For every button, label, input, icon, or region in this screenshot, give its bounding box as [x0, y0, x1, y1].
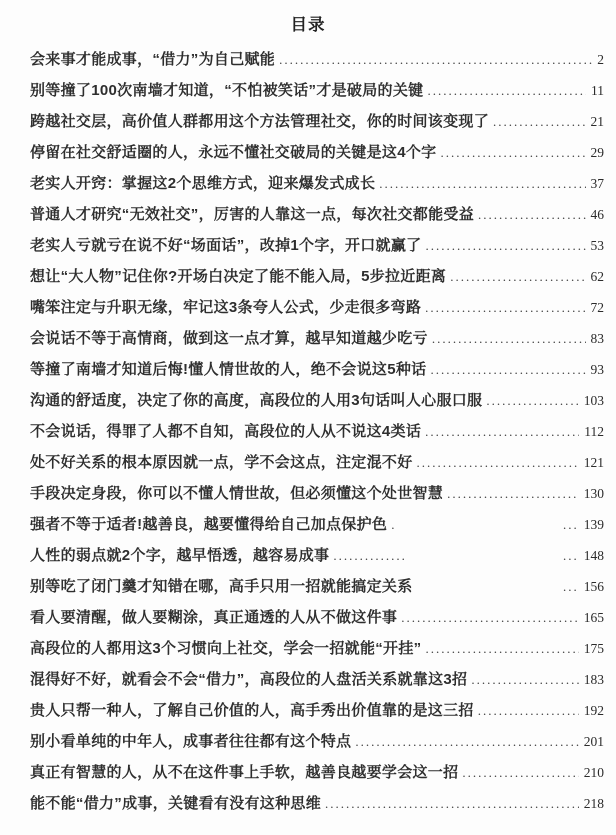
dot-leader [401, 602, 579, 633]
toc-entry-title: 普通人才研究“无效社交”，厉害的人靠这一点，每次社交都能受益 [30, 206, 475, 223]
page-number: 139 [583, 517, 604, 532]
page-number: 62 [590, 269, 604, 284]
dot-leader [425, 292, 585, 323]
dot-leader [493, 106, 585, 137]
toc-entry [30, 323, 604, 354]
page-number: 72 [590, 300, 604, 315]
toc-entry [30, 664, 604, 695]
dot-leader [427, 75, 586, 106]
page-number: 165 [583, 610, 604, 625]
toc-entry-title: 别等吃了闭门羹才知错在哪，高手只用一招就能搞定关系 [30, 578, 413, 595]
dot-leader [355, 726, 578, 757]
page-number: 83 [590, 331, 604, 346]
toc-entry [30, 571, 604, 602]
toc-entry [30, 602, 604, 633]
toc-entry [30, 230, 604, 261]
dot-leader: .............. ... [333, 548, 579, 563]
toc-entry-title: 会说话不等于高情商，做到这一点才算，越早知道越少吃亏 [30, 330, 428, 347]
toc-entry [30, 261, 604, 292]
toc-entry-title: 人性的弱点就2个字，越早悟透，越容易成事 [30, 547, 330, 564]
page-number: 103 [583, 393, 604, 408]
toc-entry-title: 手段决定身段，你可以不懂人情世故，但必须懂这个处世智慧 [30, 485, 444, 502]
toc-entry [30, 354, 604, 385]
toc-entry [30, 137, 604, 168]
toc-list [30, 44, 604, 819]
page-number: 37 [590, 176, 604, 191]
toc-entry-title: 能不能“借力”成事，关键看有没有这种思维 [30, 795, 322, 812]
page-number: 93 [590, 362, 604, 377]
toc-entry [30, 168, 604, 199]
dot-leader [440, 137, 585, 168]
page-number: 156 [583, 579, 604, 594]
toc-entry-title: 会来事才能成事，“借力”为自己赋能 [30, 51, 276, 68]
toc-entry-title: 老实人亏就亏在说不好“场面话”，改掉1个字，开口就赢了 [30, 237, 422, 254]
dot-leader [279, 44, 592, 75]
toc-entry-title: 高段位的人都用这3个习惯向上社交，学会一招就能“开挂” [30, 640, 422, 657]
page-number: 201 [583, 734, 604, 749]
toc-entry-title: 嘴笨注定与升职无缘，牢记这3条夸人公式，少走很多弯路 [30, 299, 422, 316]
toc-entry-title: 别等撞了100次南墙才知道，“不怕被笑话”才是破局的关键 [30, 82, 424, 99]
page-number: 11 [591, 83, 604, 98]
dot-leader [425, 633, 578, 664]
page-number: 21 [590, 114, 604, 129]
dot-leader [379, 168, 585, 199]
page-number: 148 [583, 548, 604, 563]
dot-leader [425, 230, 585, 261]
toc-entry-title: 沟通的舒适度，决定了你的高度，高段位的人用3句话叫人心服口服 [30, 392, 483, 409]
page-number: 183 [583, 672, 604, 687]
dot-leader [462, 757, 578, 788]
toc-entry [30, 44, 604, 75]
page-title: 目录 [290, 16, 326, 34]
toc-entry-title: 混得好不好，就看会不会“借力”，高段位的人盘活关系就靠这3招 [30, 671, 468, 688]
dot-leader [447, 478, 579, 509]
toc-entry-title: 处不好关系的根本原因就一点，学不会这点，注定混不好 [30, 454, 413, 471]
toc-entry [30, 509, 604, 540]
dot-leader [450, 261, 585, 292]
dot-leader: ... [563, 579, 579, 594]
page-number: 218 [583, 796, 604, 811]
page-number: 130 [583, 486, 604, 501]
toc-entry-title: 看人要清醒，做人要糊涂，真正通透的人从不做这件事 [30, 609, 398, 626]
toc-entry [30, 726, 604, 757]
toc-entry-title: 跨越社交层，高价值人群都用这个方法管理社交，你的时间该变现了 [30, 113, 490, 130]
toc-entry-title: 强者不等于适者!越善良，越要懂得给自己加点保护色 [30, 516, 388, 533]
toc-entry-title: 等撞了南墙才知道后悔!懂人情世故的人，绝不会说这5种话 [30, 361, 427, 378]
toc-entry [30, 695, 604, 726]
toc-entry-title: 老实人开窍：掌握这2个思维方式，迎来爆发式成长 [30, 175, 376, 192]
toc-entry-title: 贵人只帮一种人，了解自己价值的人，高手秀出价值靠的是这三招 [30, 702, 474, 719]
toc-entry-title: 不会说话，得罪了人都不自知，高段位的人从不说这4类话 [30, 423, 422, 440]
dot-leader: . ... [391, 517, 579, 532]
toc-entry [30, 75, 604, 106]
toc-entry [30, 478, 604, 509]
toc-entry [30, 447, 604, 478]
toc-entry [30, 757, 604, 788]
page-number: 2 [597, 52, 604, 67]
toc-entry [30, 385, 604, 416]
toc-entry [30, 540, 604, 571]
toc-entry [30, 106, 604, 137]
toc-entry-title: 真正有智慧的人，从不在这件事上手软，越善良越要学会这一招 [30, 764, 459, 781]
toc-entry [30, 788, 604, 819]
page-number: 210 [583, 765, 604, 780]
dot-leader [417, 447, 579, 478]
toc-entry-title: 想让“大人物”记住你?开场白决定了能不能入局，5步拉近距离 [30, 268, 447, 285]
page-number: 29 [590, 145, 604, 160]
dot-leader [478, 199, 585, 230]
dot-leader [486, 385, 578, 416]
toc-entry-title: 停留在社交舒适圈的人，永远不懂社交破局的关键是这4个字 [30, 144, 437, 161]
page-number: 46 [590, 207, 604, 222]
page-number: 121 [583, 455, 604, 470]
toc-entry-title: 别小看单纯的中年人，成事者往往都有这个特点 [30, 733, 352, 750]
toc-entry [30, 199, 604, 230]
page-number: 112 [584, 424, 604, 439]
toc-entry [30, 633, 604, 664]
dot-leader [478, 695, 579, 726]
dot-leader [471, 664, 578, 695]
page-number: 175 [583, 641, 604, 656]
dot-leader [430, 354, 585, 385]
page-number: 192 [583, 703, 604, 718]
dot-leader [425, 416, 579, 447]
dot-leader [432, 323, 586, 354]
page-number: 53 [590, 238, 604, 253]
toc-entry [30, 292, 604, 323]
toc-entry [30, 416, 604, 447]
dot-leader [325, 788, 579, 819]
